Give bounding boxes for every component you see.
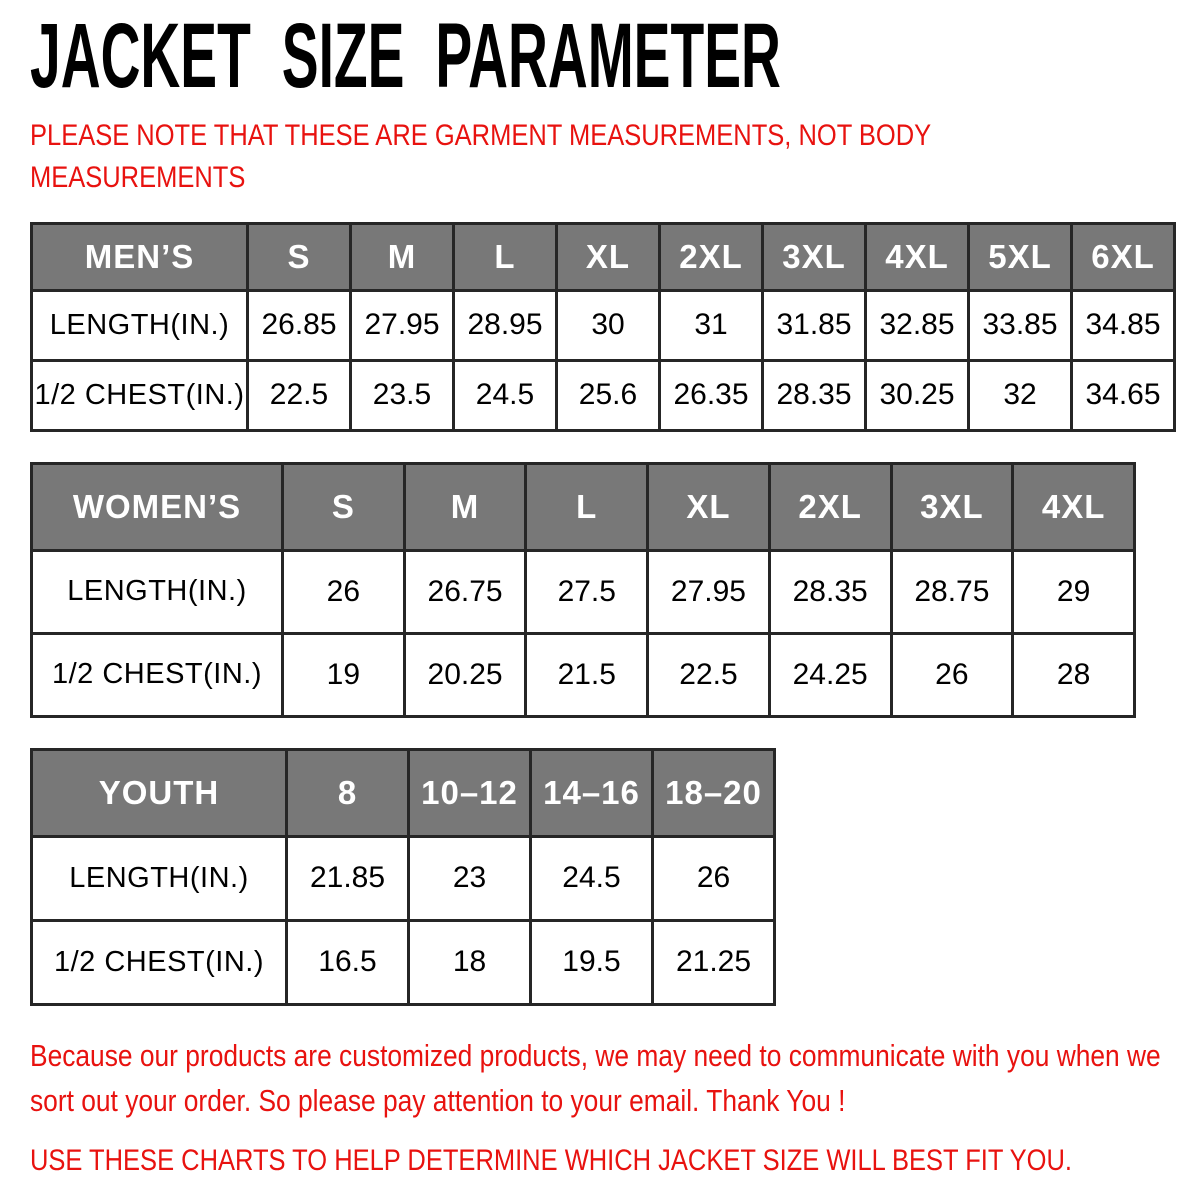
size-column-header: M (404, 463, 526, 550)
measurement-value: 28.35 (763, 360, 866, 430)
size-column-header: 10–12 (409, 749, 531, 836)
measurement-value: 27.95 (648, 550, 770, 633)
measurement-value: 21.5 (526, 633, 648, 716)
row-label: 1/2 CHEST(IN.) (32, 360, 248, 430)
size-column-header: XL (648, 463, 770, 550)
measurement-value: 26 (891, 633, 1013, 716)
mens-size-table (30, 222, 1176, 432)
size-column-header: L (454, 223, 557, 290)
size-column-header: 4XL (866, 223, 969, 290)
measurement-value: 24.5 (454, 360, 557, 430)
table-header-row (32, 463, 1135, 550)
measurement-value: 26.35 (660, 360, 763, 430)
measurement-value: 20.25 (404, 633, 526, 716)
measurement-value: 19 (283, 633, 405, 716)
measurement-value: 26.85 (248, 290, 351, 360)
table-group-label: MEN’S (32, 223, 248, 290)
measurement-value: 19.5 (531, 920, 653, 1004)
size-column-header: S (248, 223, 351, 290)
size-column-header: 2XL (769, 463, 891, 550)
measurement-value: 31 (660, 290, 763, 360)
measurement-value: 22.5 (248, 360, 351, 430)
garment-measurement-note: PLEASE NOTE THAT THESE ARE GARMENT MEASUREMENTS, NOT BODY MEASUREMENTS (30, 118, 931, 195)
row-label: 1/2 CHEST(IN.) (32, 920, 287, 1004)
table-row (32, 836, 775, 920)
table-row (32, 360, 1175, 430)
row-label: LENGTH(IN.) (32, 550, 283, 633)
measurement-value: 30 (557, 290, 660, 360)
measurement-value: 21.25 (653, 920, 775, 1004)
measurement-value: 28.35 (769, 550, 891, 633)
size-column-header: 3XL (763, 223, 866, 290)
size-tables (30, 222, 1200, 1006)
measurement-value: 24.25 (769, 633, 891, 716)
measurement-value: 16.5 (287, 920, 409, 1004)
page-title: JACKET SIZE PARAMETER (30, 5, 781, 107)
measurement-value: 23 (409, 836, 531, 920)
measurement-value: 25.6 (557, 360, 660, 430)
table-row (32, 550, 1135, 633)
size-column-header: XL (557, 223, 660, 290)
measurement-value: 18 (409, 920, 531, 1004)
measurement-value: 32 (969, 360, 1072, 430)
size-column-header: M (351, 223, 454, 290)
size-column-header: 8 (287, 749, 409, 836)
size-column-header: 5XL (969, 223, 1072, 290)
measurement-value: 34.65 (1072, 360, 1175, 430)
size-column-header: 18–20 (653, 749, 775, 836)
measurement-value: 24.5 (531, 836, 653, 920)
womens-size-table (30, 462, 1136, 718)
measurement-value: 26.75 (404, 550, 526, 633)
measurement-value: 21.85 (287, 836, 409, 920)
size-column-header: L (526, 463, 648, 550)
measurement-value: 30.25 (866, 360, 969, 430)
measurement-value: 22.5 (648, 633, 770, 716)
size-column-header: 6XL (1072, 223, 1175, 290)
table-row (32, 633, 1135, 716)
measurement-value: 33.85 (969, 290, 1072, 360)
measurement-value: 26 (283, 550, 405, 633)
table-header-row (32, 223, 1175, 290)
table-row (32, 290, 1175, 360)
table-group-label: WOMEN’S (32, 463, 283, 550)
measurement-value: 28.95 (454, 290, 557, 360)
measurement-value: 23.5 (351, 360, 454, 430)
row-label: 1/2 CHEST(IN.) (32, 633, 283, 716)
measurement-value: 31.85 (763, 290, 866, 360)
row-label: LENGTH(IN.) (32, 836, 287, 920)
table-row (32, 920, 775, 1004)
size-column-header: 14–16 (531, 749, 653, 836)
measurement-value: 28.75 (891, 550, 1013, 633)
measurement-value: 27.5 (526, 550, 648, 633)
table-group-label: YOUTH (32, 749, 287, 836)
measurement-value: 27.95 (351, 290, 454, 360)
size-column-header: 3XL (891, 463, 1013, 550)
size-column-header: 4XL (1013, 463, 1135, 550)
size-column-header: S (283, 463, 405, 550)
table-header-row (32, 749, 775, 836)
measurement-value: 28 (1013, 633, 1135, 716)
size-column-header: 2XL (660, 223, 763, 290)
measurement-value: 26 (653, 836, 775, 920)
chart-usage-tip: USE THESE CHARTS TO HELP DETERMINE WHICH JACKET SIZE WILL BEST FIT YOU. (30, 1143, 1072, 1177)
youth-size-table (30, 748, 776, 1006)
row-label: LENGTH(IN.) (32, 290, 248, 360)
customization-notice: Because our products are customized products, we may need to communicate with you when we sort out your order. So please pay attention to your email. Thank You ! (30, 1037, 1161, 1118)
measurement-value: 34.85 (1072, 290, 1175, 360)
measurement-value: 32.85 (866, 290, 969, 360)
measurement-value: 29 (1013, 550, 1135, 633)
